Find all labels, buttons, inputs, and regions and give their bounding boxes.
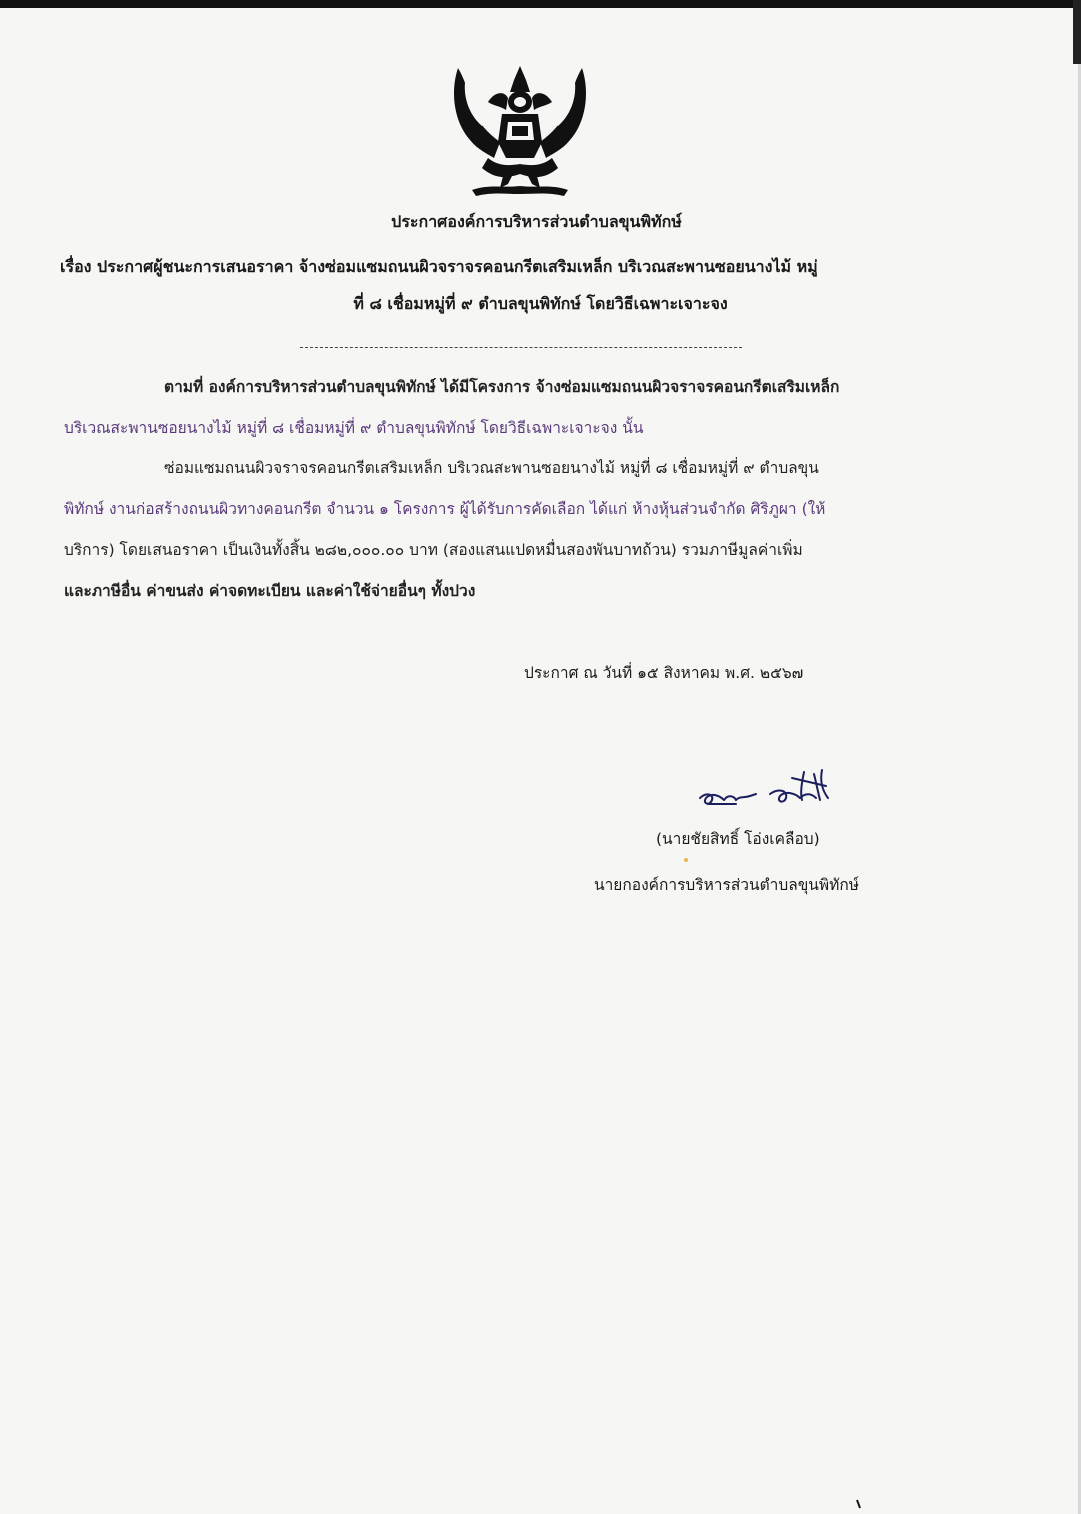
paragraph-2-line-2: พิทักษ์ งานก่อสร้างถนนผิวทางคอนกรีต จำนวน ๑ โครงการ ผู้ได้รับการคัดเลือก ได้แก่ ห้างหุ้นส่วนจำกัด ศิริภูผา (ให้ — [64, 500, 826, 518]
scan-corner-edge — [1073, 0, 1081, 64]
announcement-date: ประกาศ ณ วันที่ ๑๕ สิงหาคม พ.ศ. ๒๕๖๗ — [524, 664, 804, 682]
subject-line-2: ที่ ๘ เชื่อมหมู่ที่ ๙ ตำบลขุนพิทักษ์ โดยวิธีเฉพาะเจาะจง — [353, 294, 728, 313]
paragraph-2-line-4: และภาษีอื่น ค่าขนส่ง ค่าจดทะเบียน และค่าใช้จ่ายอื่นๆ ทั้งปวง — [64, 582, 476, 600]
signatory-position: นายกองค์การบริหารส่วนตำบลขุนพิทักษ์ — [594, 876, 859, 894]
signatory-name: (นายชัยสิทธิ์ โอ่งเคลือบ) — [656, 830, 820, 848]
paragraph-1-line-1: ตามที่ องค์การบริหารส่วนตำบลขุนพิทักษ์ ได้มีโครงการ จ้างซ่อมแซมถนนผิวจราจรคอนกรีตเสริมเหล็ก — [164, 378, 840, 396]
paragraph-1-line-2: บริเวณสะพานซอยนางไม้ หมู่ที่ ๘ เชื่อมหมู่ที่ ๙ ตำบลขุนพิทักษ์ โดยวิธีเฉพาะเจาะจง นั้น — [64, 419, 644, 437]
ink-speck — [684, 858, 688, 862]
page-corner-mark — [856, 1498, 862, 1510]
scan-top-edge — [0, 0, 1081, 8]
separator-line — [300, 347, 742, 348]
document-title: ประกาศองค์การบริหารส่วนตำบลขุนพิทักษ์ — [391, 212, 682, 231]
paragraph-2-line-1: ซ่อมแซมถนนผิวจราจรคอนกรีตเสริมเหล็ก บริเวณสะพานซอยนางไม้ หมู่ที่ ๘ เชื่อมหมู่ที่ ๙ ตำบลขุน — [164, 459, 819, 477]
garuda-emblem-icon — [448, 62, 592, 202]
paragraph-2-line-3: บริการ) โดยเสนอราคา เป็นเงินทั้งสิ้น ๒๘๒,๐๐๐.๐๐ บาท (สองแสนแปดหมื่นสองพันบาทถ้วน) รวมภาษีมูลค่าเพิ่ม — [64, 541, 803, 559]
handwritten-signature — [696, 768, 846, 816]
subject-line-1: เรื่อง ประกาศผู้ชนะการเสนอราคา จ้างซ่อมแซมถนนผิวจราจรคอนกรีตเสริมเหล็ก บริเวณสะพานซอยนางไม้ หมู่ — [60, 257, 818, 276]
